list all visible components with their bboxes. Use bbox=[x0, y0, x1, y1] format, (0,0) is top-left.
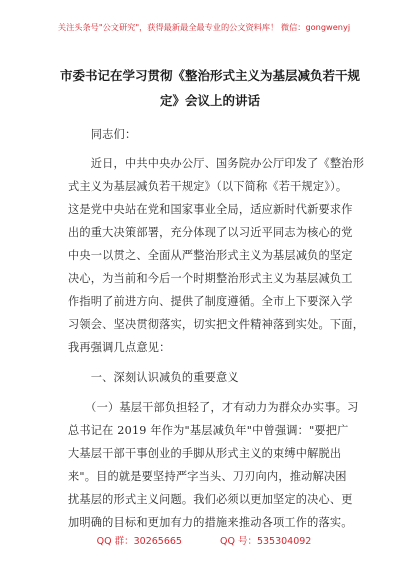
body-line: 式主义为基层减负若干规定》（以下简称《若干规定》）。 bbox=[68, 180, 348, 193]
body-line: 我再强调几点意见： bbox=[68, 341, 171, 354]
document-title-line-1: 市委书记在学习贯彻《整治形式主义为基层减负若干规 bbox=[60, 68, 361, 83]
header-banner: 关注头条号"公文研究"，获得最新最全最专业的公文资料库！ 微信：gongwenyj bbox=[57, 22, 351, 32]
body-line: 出的重大决策部署，充分体现了以习近平同志为核心的党 bbox=[68, 226, 353, 239]
body-line: 近日，中共中央办公厅、国务院办公厅印发了《整治形 bbox=[68, 157, 365, 170]
salutation: 同志们： bbox=[68, 128, 137, 141]
body-line: 来"。目的就是要坚持严字当头、刀刃向内，推动解决困 bbox=[68, 470, 347, 483]
body-line: 总书记在 2019 年作为"基层减负年"中曾强调："要把广 bbox=[68, 424, 349, 437]
body-line: 这是党中央站在党和国家事业全局，适应新时代新要求作 bbox=[68, 203, 353, 216]
body-line: 中央一以贯之、全面从严整治形式主义为基层减负的坚定 bbox=[68, 249, 353, 262]
body-line: 作指明了前进方向、提供了制度遵循。全市上下要深入学 bbox=[68, 295, 353, 308]
body-line: 决心，为当前和今后一个时期整治形式主义为基层减负工 bbox=[68, 272, 353, 285]
section-heading: 一、深刻认识减负的重要意义 bbox=[68, 371, 239, 384]
footer-contact: QQ 群：30265665 QQ 号：535304092 bbox=[96, 536, 312, 547]
document-title-line-2: 定》会议上的讲话 bbox=[159, 93, 260, 108]
body-line: 扰基层的形式主义问题。我们必须以更加坚定的决心、更 bbox=[68, 493, 353, 506]
body-line: （一）基层干部负担轻了，才有动力为群众办实事。习 bbox=[68, 401, 359, 414]
body-line: 习领会、坚决贯彻落实，切实把文件精神落到实处。下面， bbox=[68, 318, 365, 331]
body-line: 大基层干部干事创业的手脚从形式主义的束缚中解脱出 bbox=[68, 447, 342, 460]
body-line: 加明确的目标和更加有力的措施来推动各项工作的落实。 bbox=[68, 516, 353, 529]
